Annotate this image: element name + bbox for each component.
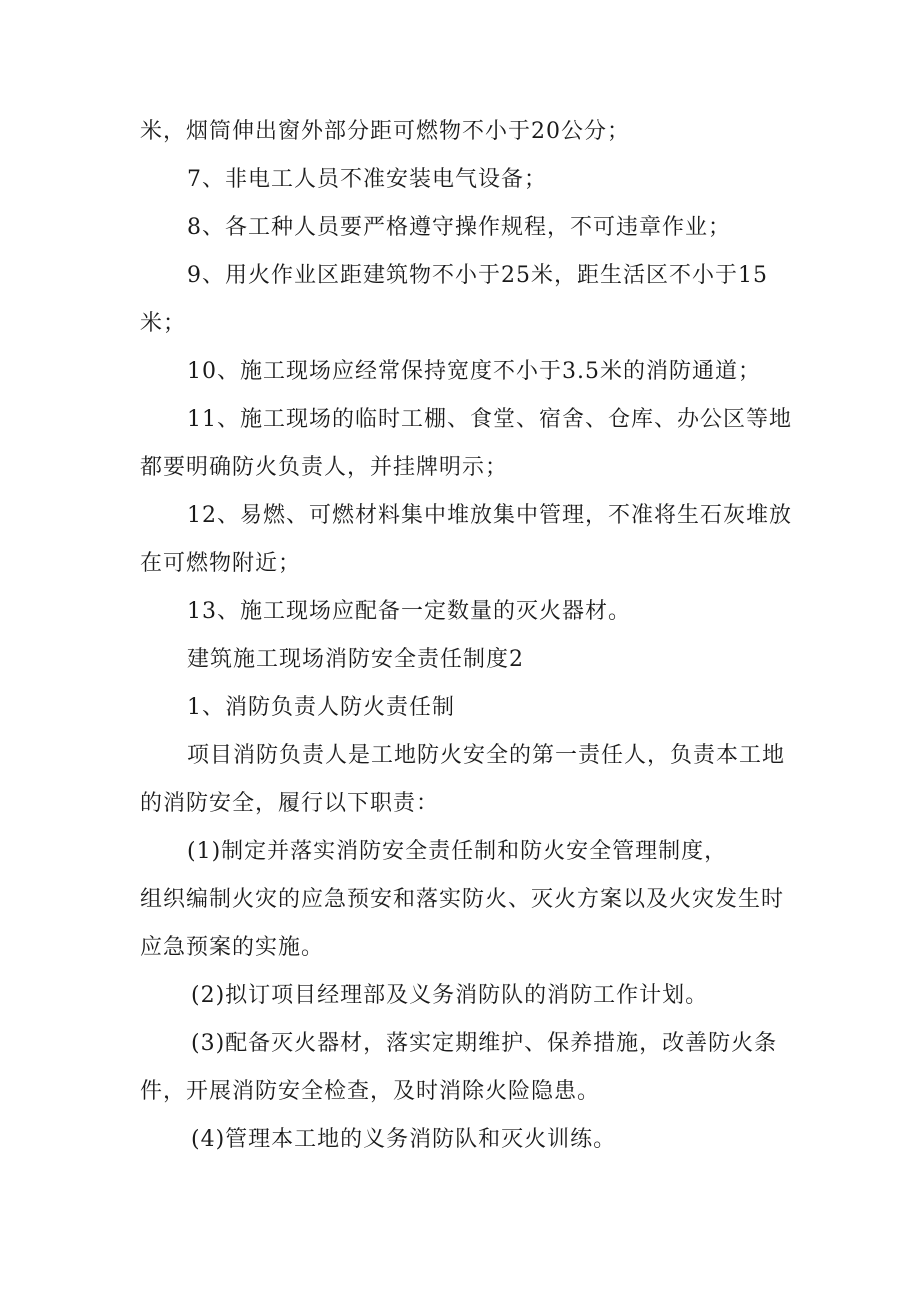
paragraph-line: (3)配备灭火器材，落实定期维护、保养措施，改善防火条 [191,1031,778,1056]
paragraph-line: 都要明确防火负责人，并挂牌明示； [140,455,509,480]
paragraph-line: 组织编制火灾的应急预安和落实防火、灭火方案以及火灾发生时 [140,887,785,912]
paragraph-line: 件，开展消防安全检查，及时消除火险隐患。 [140,1079,601,1104]
paragraph-line: 米； [140,311,187,336]
paragraph-line: 米，烟筒伸出窗外部分距可燃物不小于20公分； [140,119,630,144]
paragraph-line: 在可燃物附近； [140,551,302,576]
paragraph-line: (4)管理本工地的义务消防队和灭火训练。 [191,1127,617,1152]
paragraph-line: 11、施工现场的临时工棚、食堂、宿舍、仓库、办公区等地 [187,407,792,432]
paragraph-line: 8、各工种人员要严格遵守操作规程，不可违章作业； [187,215,731,240]
paragraph-line: 12、易燃、可燃材料集中堆放集中管理，不准将生石灰堆放 [187,503,792,528]
paragraph-line: 13、施工现场应配备一定数量的灭火器材。 [187,599,631,624]
paragraph-line: 应急预案的实施。 [140,935,325,960]
paragraph-line: 10、施工现场应经常保持宽度不小于3.5米的消防通道； [187,359,761,384]
paragraph-line: (1)制定并落实消防安全责任制和防火安全管理制度， [187,839,728,864]
paragraph-line: 9、用火作业区距建筑物不小于25米，距生活区不小于15 [187,263,768,288]
subsection-heading: 1、消防负责人防火责任制 [187,695,455,720]
paragraph-line: (2)拟订项目经理部及义务消防队的消防工作计划。 [191,983,709,1008]
paragraph-line: 项目消防负责人是工地防火安全的第一责任人，负责本工地 [187,743,786,768]
section-heading: 建筑施工现场消防安全责任制度2 [187,647,524,672]
paragraph-line: 的消防安全，履行以下职责： [140,791,440,816]
paragraph-line: 7、非电工人员不准安装电气设备； [187,167,547,192]
